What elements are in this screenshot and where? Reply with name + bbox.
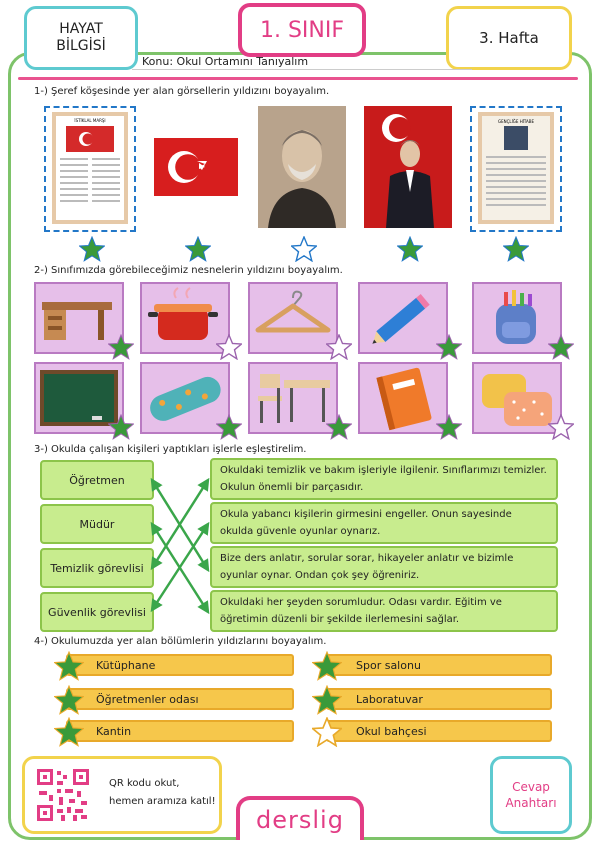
star-filled-icon[interactable] bbox=[54, 717, 84, 747]
photo-istiklal-marsi[interactable] bbox=[44, 106, 136, 232]
qr-promo-box bbox=[22, 756, 222, 834]
star-empty-icon[interactable] bbox=[216, 334, 242, 360]
role-principal[interactable]: Müdür bbox=[40, 504, 154, 544]
star-filled-icon[interactable] bbox=[108, 334, 134, 360]
photo-mehmet-akif[interactable] bbox=[258, 106, 346, 228]
portrait-icon bbox=[258, 106, 346, 228]
description-3[interactable]: Bize ders anlatır, sorular sorar, hikayeler anlatır ve bizimle oyunlar oynar. Ondan çok şey öğreniriz. bbox=[210, 546, 558, 588]
star-filled-icon[interactable] bbox=[108, 414, 134, 440]
question-4: 4-) Okulumuzda yer alan bölümlerin yıldızlarını boyayalım. bbox=[34, 636, 327, 647]
star-filled-icon[interactable] bbox=[548, 334, 574, 360]
doc-title-5: GENÇLİĞE HİTABE bbox=[497, 119, 535, 124]
object-card-hanger[interactable] bbox=[248, 282, 338, 354]
grade-tab bbox=[238, 3, 366, 57]
subject-tab bbox=[24, 6, 138, 70]
star-filled-icon[interactable] bbox=[185, 236, 211, 262]
place-library[interactable]: Kütüphane bbox=[66, 654, 294, 676]
photo-turk-bayragi[interactable] bbox=[150, 106, 238, 228]
brand-logo[interactable]: derslig bbox=[236, 796, 364, 840]
pencil-icon bbox=[360, 284, 446, 352]
qr-caption-line-2: hemen aramıza katıl! bbox=[109, 796, 216, 807]
notebook-icon bbox=[360, 364, 446, 432]
question-2: 2-) Sınıfımızda görebileceğimiz nesnelerin yıldızını boyayalım. bbox=[34, 265, 343, 276]
grade-label: 1. SINIF bbox=[259, 17, 345, 43]
turkish-flag-icon bbox=[150, 106, 238, 228]
role-security-guard[interactable]: Güvenlik görevlisi bbox=[40, 592, 154, 632]
star-filled-icon[interactable] bbox=[54, 685, 84, 715]
answer-key-label: Cevap Anahtarı bbox=[505, 780, 557, 810]
address-document-icon bbox=[472, 108, 560, 230]
star-filled-icon[interactable] bbox=[397, 236, 423, 262]
school-desk-icon bbox=[250, 364, 336, 432]
place-canteen[interactable]: Kantin bbox=[66, 720, 294, 742]
star-filled-icon[interactable] bbox=[503, 236, 529, 262]
star-filled-icon[interactable] bbox=[216, 414, 242, 440]
object-card-pencil[interactable] bbox=[358, 282, 448, 354]
topic-title: Konu: Okul Ortamını Tanıyalım bbox=[132, 55, 472, 70]
object-card-notebook[interactable] bbox=[358, 362, 448, 434]
star-filled-icon[interactable] bbox=[436, 414, 462, 440]
description-4[interactable]: Okuldaki her şeyden sorumludur. Odası vardır. Eğitim ve öğretimin düzenli bir şekilde ilerlemesini sağlar. bbox=[210, 590, 558, 632]
star-filled-icon[interactable] bbox=[326, 414, 352, 440]
matching-lines bbox=[148, 470, 214, 620]
star-empty-icon[interactable] bbox=[312, 717, 342, 747]
star-filled-icon[interactable] bbox=[436, 334, 462, 360]
place-laboratory[interactable]: Laboratuvar bbox=[326, 688, 552, 710]
description-1[interactable]: Okuldaki temizlik ve bakım işleriyle ilgilenir. Sınıflarımızı temizler. Okulun önemli bir parçasıdır. bbox=[210, 458, 558, 500]
qr-code-icon[interactable] bbox=[35, 767, 91, 823]
role-teacher[interactable]: Öğretmen bbox=[40, 460, 154, 500]
ataturk-portrait-icon bbox=[364, 106, 452, 228]
star-empty-icon[interactable] bbox=[548, 414, 574, 440]
star-filled-icon[interactable] bbox=[312, 685, 342, 715]
qr-caption-line-1: QR kodu okut, bbox=[109, 778, 180, 789]
star-empty-icon[interactable] bbox=[291, 236, 317, 262]
doc-title-1: İSTİKLAL MARŞI bbox=[74, 118, 106, 123]
week-label: 3. Hafta bbox=[479, 29, 539, 47]
qr-caption bbox=[109, 775, 216, 811]
description-2[interactable]: Okula yabancı kişilerin girmesini engeller. Onun sayesinde okulda güvenle oyunlar oynarız. bbox=[210, 502, 558, 544]
subject-label: HAYAT BİLGİSİ bbox=[56, 21, 106, 54]
star-empty-icon[interactable] bbox=[326, 334, 352, 360]
star-filled-icon[interactable] bbox=[312, 651, 342, 681]
place-schoolyard[interactable]: Okul bahçesi bbox=[326, 720, 552, 742]
star-filled-icon[interactable] bbox=[79, 236, 105, 262]
object-card-school-desk[interactable] bbox=[248, 362, 338, 434]
photo-genclige-hitabe[interactable] bbox=[470, 106, 562, 232]
topic-divider bbox=[18, 77, 578, 80]
photo-ataturk[interactable] bbox=[364, 106, 452, 228]
star-filled-icon[interactable] bbox=[54, 651, 84, 681]
question-3: 3-) Okulda çalışan kişileri yaptıkları işlerle eşleştirelim. bbox=[34, 444, 307, 455]
hanger-icon bbox=[250, 284, 336, 352]
role-janitor[interactable]: Temizlik görevlisi bbox=[40, 548, 154, 588]
question-1: 1-) Şeref köşesinde yer alan görsellerin yıldızını boyayalım. bbox=[34, 86, 330, 97]
anthem-document-icon bbox=[46, 108, 134, 230]
place-teachers-room[interactable]: Öğretmenler odası bbox=[66, 688, 294, 710]
answer-key-button[interactable] bbox=[490, 756, 572, 834]
place-gym[interactable]: Spor salonu bbox=[326, 654, 552, 676]
